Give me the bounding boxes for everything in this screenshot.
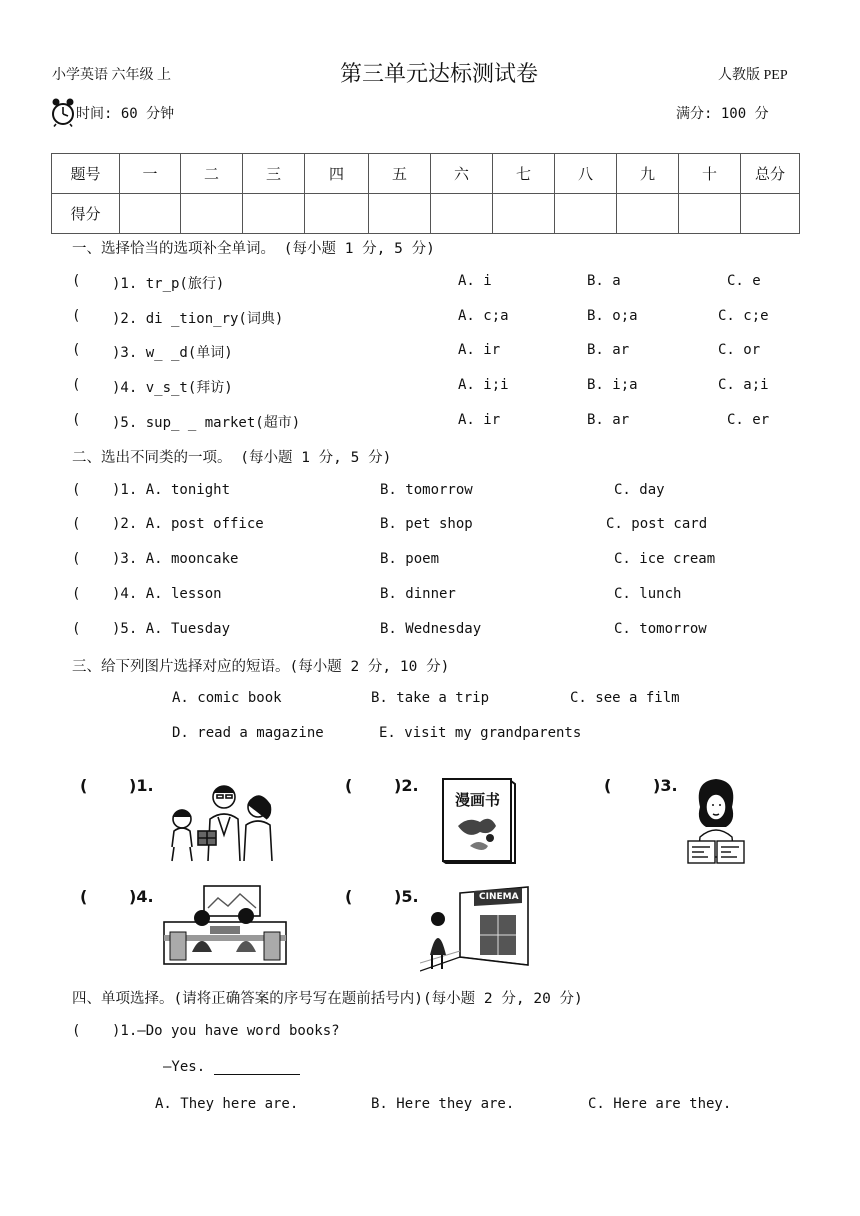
option-a: A. i;i	[458, 377, 509, 393]
option-a: A. i	[458, 273, 492, 289]
option-a: A. ir	[458, 342, 501, 358]
question-text: )5. sup_ _ market(超市)	[112, 415, 301, 431]
cinema-sign-text: CINEMA	[479, 892, 519, 902]
score-cell: 六	[431, 154, 493, 194]
option-b: B. a	[587, 273, 621, 289]
section-4-heading: 四、单项选择。(请将正确答案的序号写在题前括号内)(每小题 2 分, 20 分)	[72, 991, 583, 1007]
option-c: C. Here are they.	[588, 1096, 732, 1112]
score-header-row	[52, 154, 800, 194]
score-cell: 十	[679, 154, 741, 194]
reply-text	[163, 1059, 300, 1075]
phrase-option-a: A. comic book	[172, 690, 282, 706]
score-cell: 九	[617, 154, 679, 194]
answer-paren[interactable]: (	[72, 273, 81, 289]
answer-paren[interactable]: (	[80, 776, 88, 795]
option-a: A. c;a	[458, 308, 509, 324]
option-b: B. poem	[380, 551, 440, 567]
option-a: A. ir	[458, 412, 501, 428]
answer-paren[interactable]: (	[72, 1023, 81, 1039]
option-b: B. ar	[587, 342, 630, 358]
option-a: A. They here are.	[155, 1096, 299, 1112]
section-2-heading: 二、选出不同类的一项。 (每小题 1 分, 5 分)	[72, 450, 392, 466]
option-b: B. dinner	[380, 586, 456, 602]
option-c: C. tomorrow	[614, 621, 707, 637]
option-b: B. o;a	[587, 308, 638, 324]
picture-label: )1.	[129, 776, 154, 795]
score-cell: 五	[369, 154, 431, 194]
option-c: C. a;i	[718, 377, 769, 393]
answer-paren[interactable]: (	[72, 377, 81, 393]
score-cell: 七	[493, 154, 555, 194]
score-input-cell[interactable]	[305, 194, 369, 234]
phrase-option-b: B. take a trip	[371, 690, 490, 706]
answer-paren[interactable]: (	[345, 776, 353, 795]
reply-prefix: —Yes.	[163, 1059, 214, 1075]
score-cell: 三	[243, 154, 305, 194]
score-cell: 总分	[741, 154, 800, 194]
option-c: C. e	[727, 273, 761, 289]
option-b: B. pet shop	[380, 516, 473, 532]
option-b: B. i;a	[587, 377, 638, 393]
score-cell: 题号	[52, 154, 120, 194]
option-c: C. or	[718, 342, 761, 358]
header-edition: 人教版 PEP	[718, 68, 788, 83]
phrase-option-e: E. visit my grandparents	[379, 725, 582, 741]
option-b: B. tomorrow	[380, 482, 473, 498]
answer-blank[interactable]	[214, 1060, 300, 1075]
answer-paren[interactable]: (	[72, 308, 81, 324]
option-c: C. lunch	[614, 586, 682, 602]
answer-paren[interactable]: (	[72, 586, 81, 602]
magazine-picture	[686, 777, 746, 867]
question-text: )1.—Do you have word books?	[112, 1023, 340, 1039]
option-b: B. Here they are.	[371, 1096, 515, 1112]
score-input-cell[interactable]	[741, 194, 800, 234]
score-entry-row	[52, 194, 800, 234]
option-c: C. er	[727, 412, 770, 428]
answer-paren[interactable]: (	[604, 776, 612, 795]
score-cell: 一	[120, 154, 181, 194]
question-option-a: )5. A. Tuesday	[112, 621, 231, 637]
question-option-a: )1. A. tonight	[112, 482, 231, 498]
option-c: C. post card	[606, 516, 708, 532]
score-input-cell[interactable]	[617, 194, 679, 234]
score-input-cell[interactable]	[431, 194, 493, 234]
score-input-cell[interactable]	[555, 194, 617, 234]
full-score: 满分: 100 分	[676, 106, 769, 122]
section-3-heading: 三、给下列图片选择对应的短语。(每小题 2 分, 10 分)	[72, 659, 450, 675]
picture-label: )3.	[653, 776, 678, 795]
option-c: C. ice cream	[614, 551, 716, 567]
score-input-cell[interactable]	[679, 194, 741, 234]
comic-book-cover-text: 漫画书	[455, 791, 501, 809]
score-input-cell[interactable]	[243, 194, 305, 234]
grandparents-picture	[162, 775, 280, 863]
exam-time: 时间: 60 分钟	[76, 106, 175, 122]
score-label: 得分	[52, 194, 120, 234]
question-text: )4. v_s_t(拜访)	[112, 380, 233, 396]
header-subject: 小学英语 六年级 上	[52, 68, 171, 83]
picture-label: )4.	[129, 887, 154, 906]
answer-paren[interactable]: (	[72, 516, 81, 532]
section-1-heading: 一、选择恰当的选项补全单词。 (每小题 1 分, 5 分)	[72, 241, 435, 257]
score-input-cell[interactable]	[493, 194, 555, 234]
score-input-cell[interactable]	[181, 194, 243, 234]
option-c: C. day	[614, 482, 665, 498]
answer-paren[interactable]: (	[72, 482, 81, 498]
question-text: )1. tr_p(旅行)	[112, 276, 225, 292]
answer-paren[interactable]: (	[72, 621, 81, 637]
score-input-cell[interactable]	[120, 194, 181, 234]
picture-label: )2.	[394, 776, 419, 795]
score-cell: 二	[181, 154, 243, 194]
phrase-option-d: D. read a magazine	[172, 725, 324, 741]
question-option-a: )2. A. post office	[112, 516, 264, 532]
alarm-clock-icon	[50, 97, 76, 127]
option-b: B. Wednesday	[380, 621, 482, 637]
answer-paren[interactable]: (	[72, 412, 81, 428]
score-input-cell[interactable]	[369, 194, 431, 234]
answer-paren[interactable]: (	[80, 887, 88, 906]
score-table	[51, 153, 800, 234]
picture-label: )5.	[394, 887, 419, 906]
page-title: 第三单元达标测试卷	[340, 61, 539, 86]
score-cell: 八	[555, 154, 617, 194]
trip-picture	[160, 882, 290, 968]
answer-paren[interactable]: (	[345, 887, 353, 906]
phrase-option-c: C. see a film	[570, 690, 680, 706]
answer-paren[interactable]: (	[72, 342, 81, 358]
question-text: )3. w_ _d(单词)	[112, 345, 233, 361]
option-c: C. c;e	[718, 308, 769, 324]
question-text: )2. di _tion_ry(词典)	[112, 311, 284, 327]
option-b: B. ar	[587, 412, 630, 428]
answer-paren[interactable]: (	[72, 551, 81, 567]
question-option-a: )3. A. mooncake	[112, 551, 239, 567]
score-cell: 四	[305, 154, 369, 194]
question-option-a: )4. A. lesson	[112, 586, 222, 602]
